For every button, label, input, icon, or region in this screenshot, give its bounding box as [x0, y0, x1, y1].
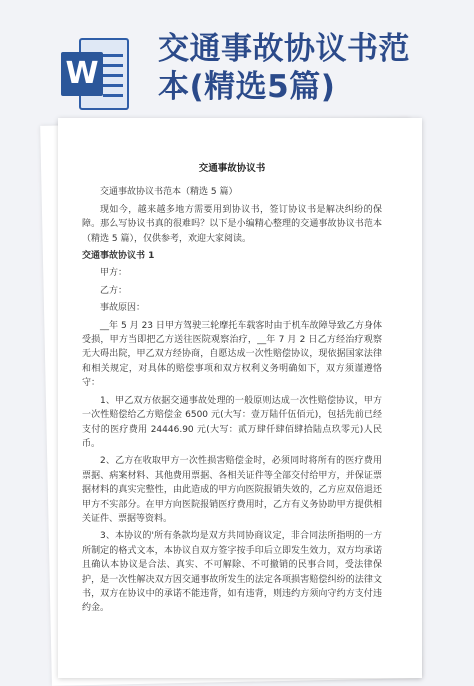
word-document-icon	[61, 36, 131, 112]
document-subtitle: 交通事故协议书范本（精选 5 篇）	[100, 187, 238, 198]
document-title: 交通事故协议书	[198, 163, 266, 174]
document-page	[58, 118, 422, 678]
paragraph-1: __年 5 月 23 日甲方驾驶三轮摩托车载客时由于机车故障导致乙方身体受损，甲方当即把乙方送往医院观察治疗，__年 7 月 2 日乙方经治疗观察无大碍出院，甲乙双方经协商，自愿达成一次性赔偿协议，现依据国家法律和相关规定，对具体的赔偿事项和双方权利义务明确如下，双方须谨遵恪守：	[82, 320, 382, 389]
document-content	[82, 162, 382, 619]
item-2: 2、乙方在收取甲方一次性损害赔偿金时，必须同时将所有的医疗费用票据、病案材料、其他费用票据、各相关证件等全部交付给甲方，并保证票据材料的真实完整性，由此造成的甲方向医院报销失效的，乙方应双倍退还甲方不实部分。在甲方向医院报销医疗费用时，乙方有义务协助甲方提供相关证件、票据等资料。	[82, 456, 382, 524]
header	[0, 0, 474, 120]
cause-field: 事故原因：	[100, 303, 146, 314]
title-line-2: 本(精选5篇)	[158, 69, 336, 105]
word-letter-badge: W	[61, 52, 103, 96]
section-heading: 交通事故协议书 1	[82, 251, 155, 262]
intro-paragraph: 现如今，越来越多地方需要用到协议书，签订协议书是解决纠纷的保障。那么写协议书真的很难吗？以下是小编精心整理的交通事故协议书范本（精选 5 篇），仅供参考，欢迎大家阅读。	[82, 204, 382, 244]
page-title	[158, 30, 458, 106]
party-a-field: 甲方：	[100, 268, 128, 279]
party-b-field: 乙方：	[100, 285, 128, 296]
item-3: 3、本协议的'所有条款均是双方共同协商议定，非合同法所指明的一方所制定的格式文本，本协议自双方签字按手印后立即发生效力，双方均承诺且确认本协议是合法、真实、不可解除、不可撤销的民事合同，受法律保护，是一次性解决双方因交通事故所发生的法定各项损害赔偿纠纷的法律文书，双方在协议中的承诺不能违背，如有违背，则违约方须向守约方支付违约金。	[82, 531, 382, 614]
title-line-1: 交通事故协议书范	[158, 31, 410, 67]
item-1: 1、甲乙双方依据交通事故处理的一般原则达成一次性赔偿协议，甲方一次性赔偿给乙方赔偿金 6500 元(大写：壹万陆仟伍佰元)，包括先前已经支付的医疗费用 24446.90 元(大写：贰万肆仟肆佰肆拾陆点玖零元)人民币。	[82, 395, 382, 449]
